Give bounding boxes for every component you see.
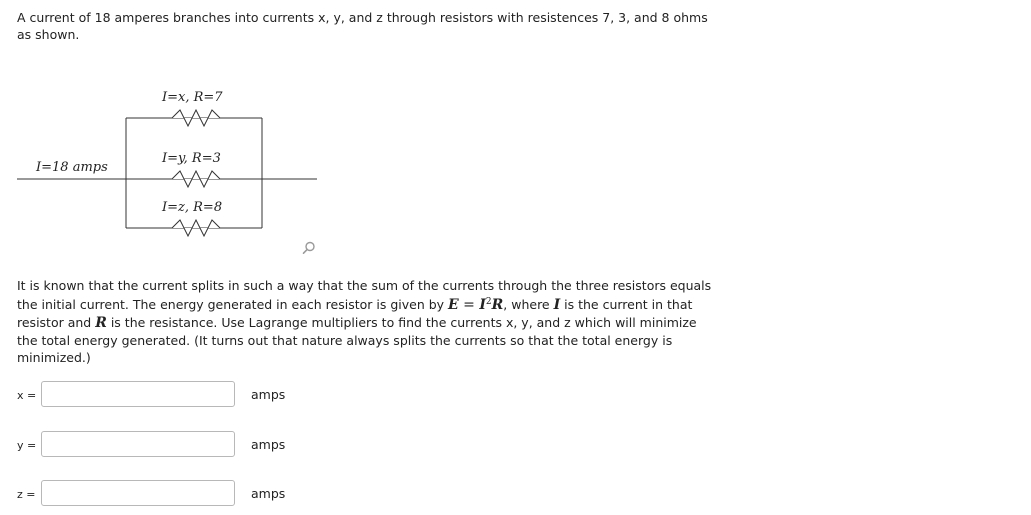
problem-body xyxy=(17,277,717,366)
answer-row-y xyxy=(17,431,417,461)
answer-row-z xyxy=(17,480,417,510)
resistor-top xyxy=(172,110,220,126)
resistor-bottom xyxy=(172,220,220,236)
branch-top-label: I=x, R=7 xyxy=(162,90,223,105)
answer-unit-z: amps xyxy=(251,486,286,501)
answer-input-y[interactable] xyxy=(41,431,235,457)
body-part-3: is the current in that resistor and xyxy=(17,297,693,331)
formula-equals: = xyxy=(458,297,480,314)
formula-exponent: 2 xyxy=(485,297,492,307)
formula-current-I: I xyxy=(479,297,486,314)
input-current-label: I=18 amps xyxy=(36,160,108,175)
formula-energy-E: E xyxy=(448,297,459,314)
magnifier-icon[interactable] xyxy=(302,241,316,255)
answer-label-y: y = xyxy=(17,439,37,452)
answer-row-x xyxy=(17,381,417,411)
body-part-2: , where xyxy=(503,297,554,313)
branch-bottom-label: I=z, R=8 xyxy=(162,200,223,215)
answer-input-x[interactable] xyxy=(41,381,235,407)
problem-intro: A current of 18 amperes branches into currents x, y, and z through resistors with resistences 7, 3, and 8 ohms as shown. xyxy=(17,10,708,42)
answer-label-x: x = xyxy=(17,389,37,402)
body-part-1: It is known that the current splits in such a way that the sum of the currents through the three resistors equals the initial current. The energy generated in each resistor is given by xyxy=(17,278,712,313)
branch-middle-label: I=y, R=3 xyxy=(162,151,221,166)
body-part-4: is the resistance. Use Lagrange multipliers to find the currents x, y, and z which will minimize the total energy generated. (It turns out that nature always splits the currents so that the total energy is minimized.) xyxy=(17,315,697,366)
answer-unit-y: amps xyxy=(251,437,286,452)
circuit-diagram xyxy=(0,80,330,240)
var-I: I xyxy=(553,297,561,314)
var-R: R xyxy=(95,315,107,332)
resistor-middle xyxy=(172,171,220,187)
answer-input-z[interactable] xyxy=(41,480,235,506)
answer-label-z: z = xyxy=(17,488,36,501)
answer-unit-x: amps xyxy=(251,387,286,402)
formula-resistance-R: R xyxy=(491,297,504,314)
